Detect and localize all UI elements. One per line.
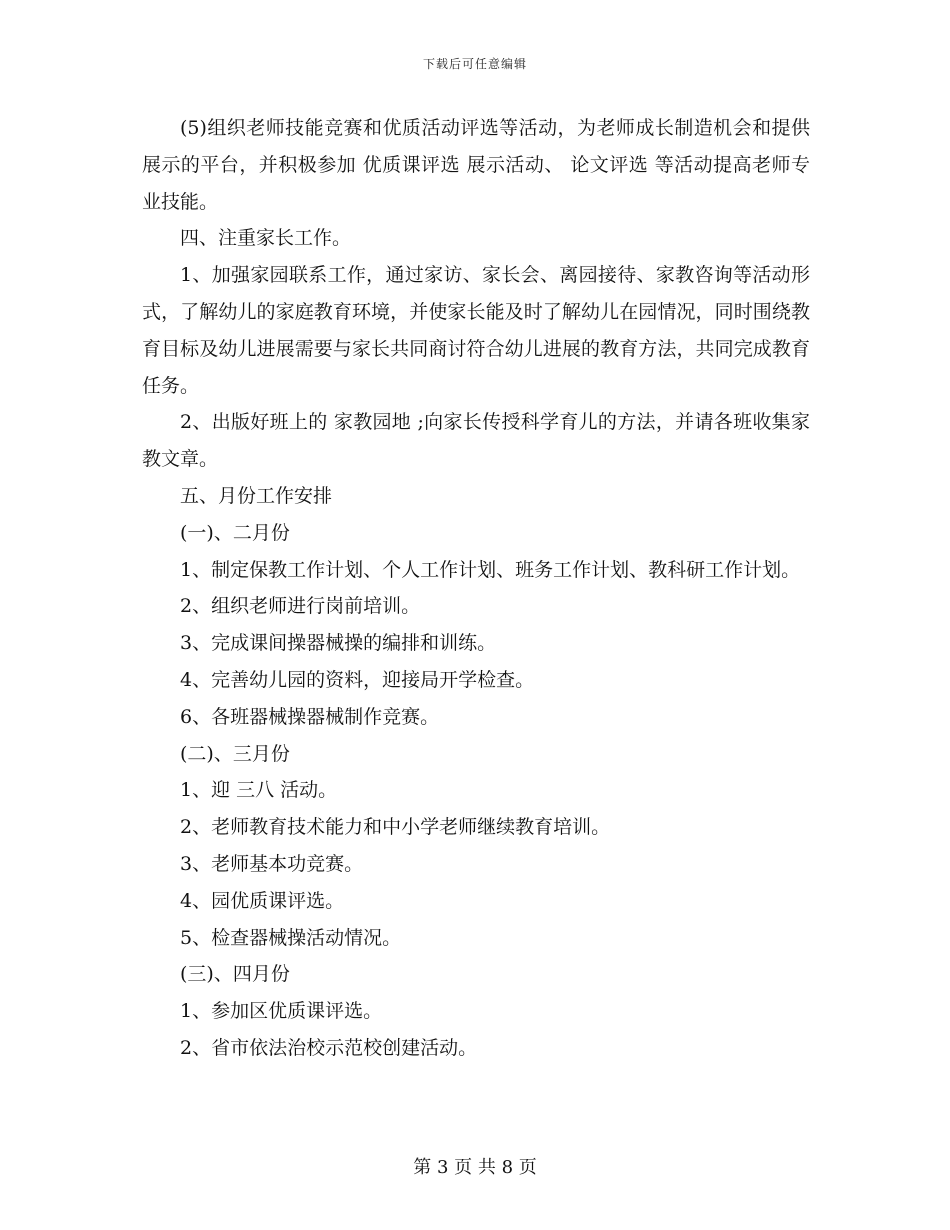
document-body: [142, 110, 810, 1067]
paragraph-home-school-contact: 1、加强家园联系工作，通过家访、家长会、离园接待、家教咨询等活动形式，了解幼儿的家庭教育环境，并使家长能及时了解幼儿在园情况，同时围绕教育目标及幼儿进展需要与家长共同商讨符合幼儿进展的教育方法，共同完成教育任务。: [142, 264, 810, 397]
heading-parent-work: 四、注重家长工作。: [180, 227, 352, 250]
page-number-footer: 第 3 页 共 8 页: [413, 1157, 537, 1178]
list-item: 1、迎 三八 活动。: [180, 779, 338, 802]
list-item: 2、组织老师进行岗前培训。: [180, 595, 421, 618]
subheading-april: (三)、四月份: [180, 963, 290, 986]
list-item: 4、完善幼儿园的资料，迎接局开学检查。: [180, 668, 535, 691]
list-item: 4、园优质课评选。: [180, 889, 345, 912]
subheading-march: (二)、三月份: [180, 742, 290, 765]
list-item: 6、各班器械操器械制作竞赛。: [180, 705, 440, 728]
list-item: 2、老师教育技术能力和中小学老师继续教育培训。: [180, 816, 611, 839]
subheading-february: (一)、二月份: [180, 521, 290, 544]
list-item: 3、完成课间操器械操的编排和训练。: [180, 632, 497, 655]
list-item: 5、检查器械操活动情况。: [180, 926, 402, 949]
paragraph-skill-competition: (5)组织老师技能竞赛和优质活动评选等活动，为老师成长制造机会和提供展示的平台，并积极参加 优质课评选 展示活动、 论文评选 等活动提高老师专业技能。: [142, 117, 810, 213]
list-item: 1、参加区优质课评选。: [180, 1000, 383, 1023]
heading-monthly-schedule: 五、月份工作安排: [180, 484, 333, 507]
paragraph-parent-board: 2、出版好班上的 家教园地 ;向家长传授科学育儿的方法，并请各班收集家教文章。: [142, 411, 810, 471]
list-item: 1、制定保教工作计划、个人工作计划、班务工作计划、教科研工作计划。: [180, 558, 801, 581]
list-item: 2、省市依法治校示范校创建活动。: [180, 1036, 478, 1059]
list-item: 3、老师基本功竞赛。: [180, 852, 364, 875]
page-header: 下载后可任意编辑: [422, 57, 527, 71]
